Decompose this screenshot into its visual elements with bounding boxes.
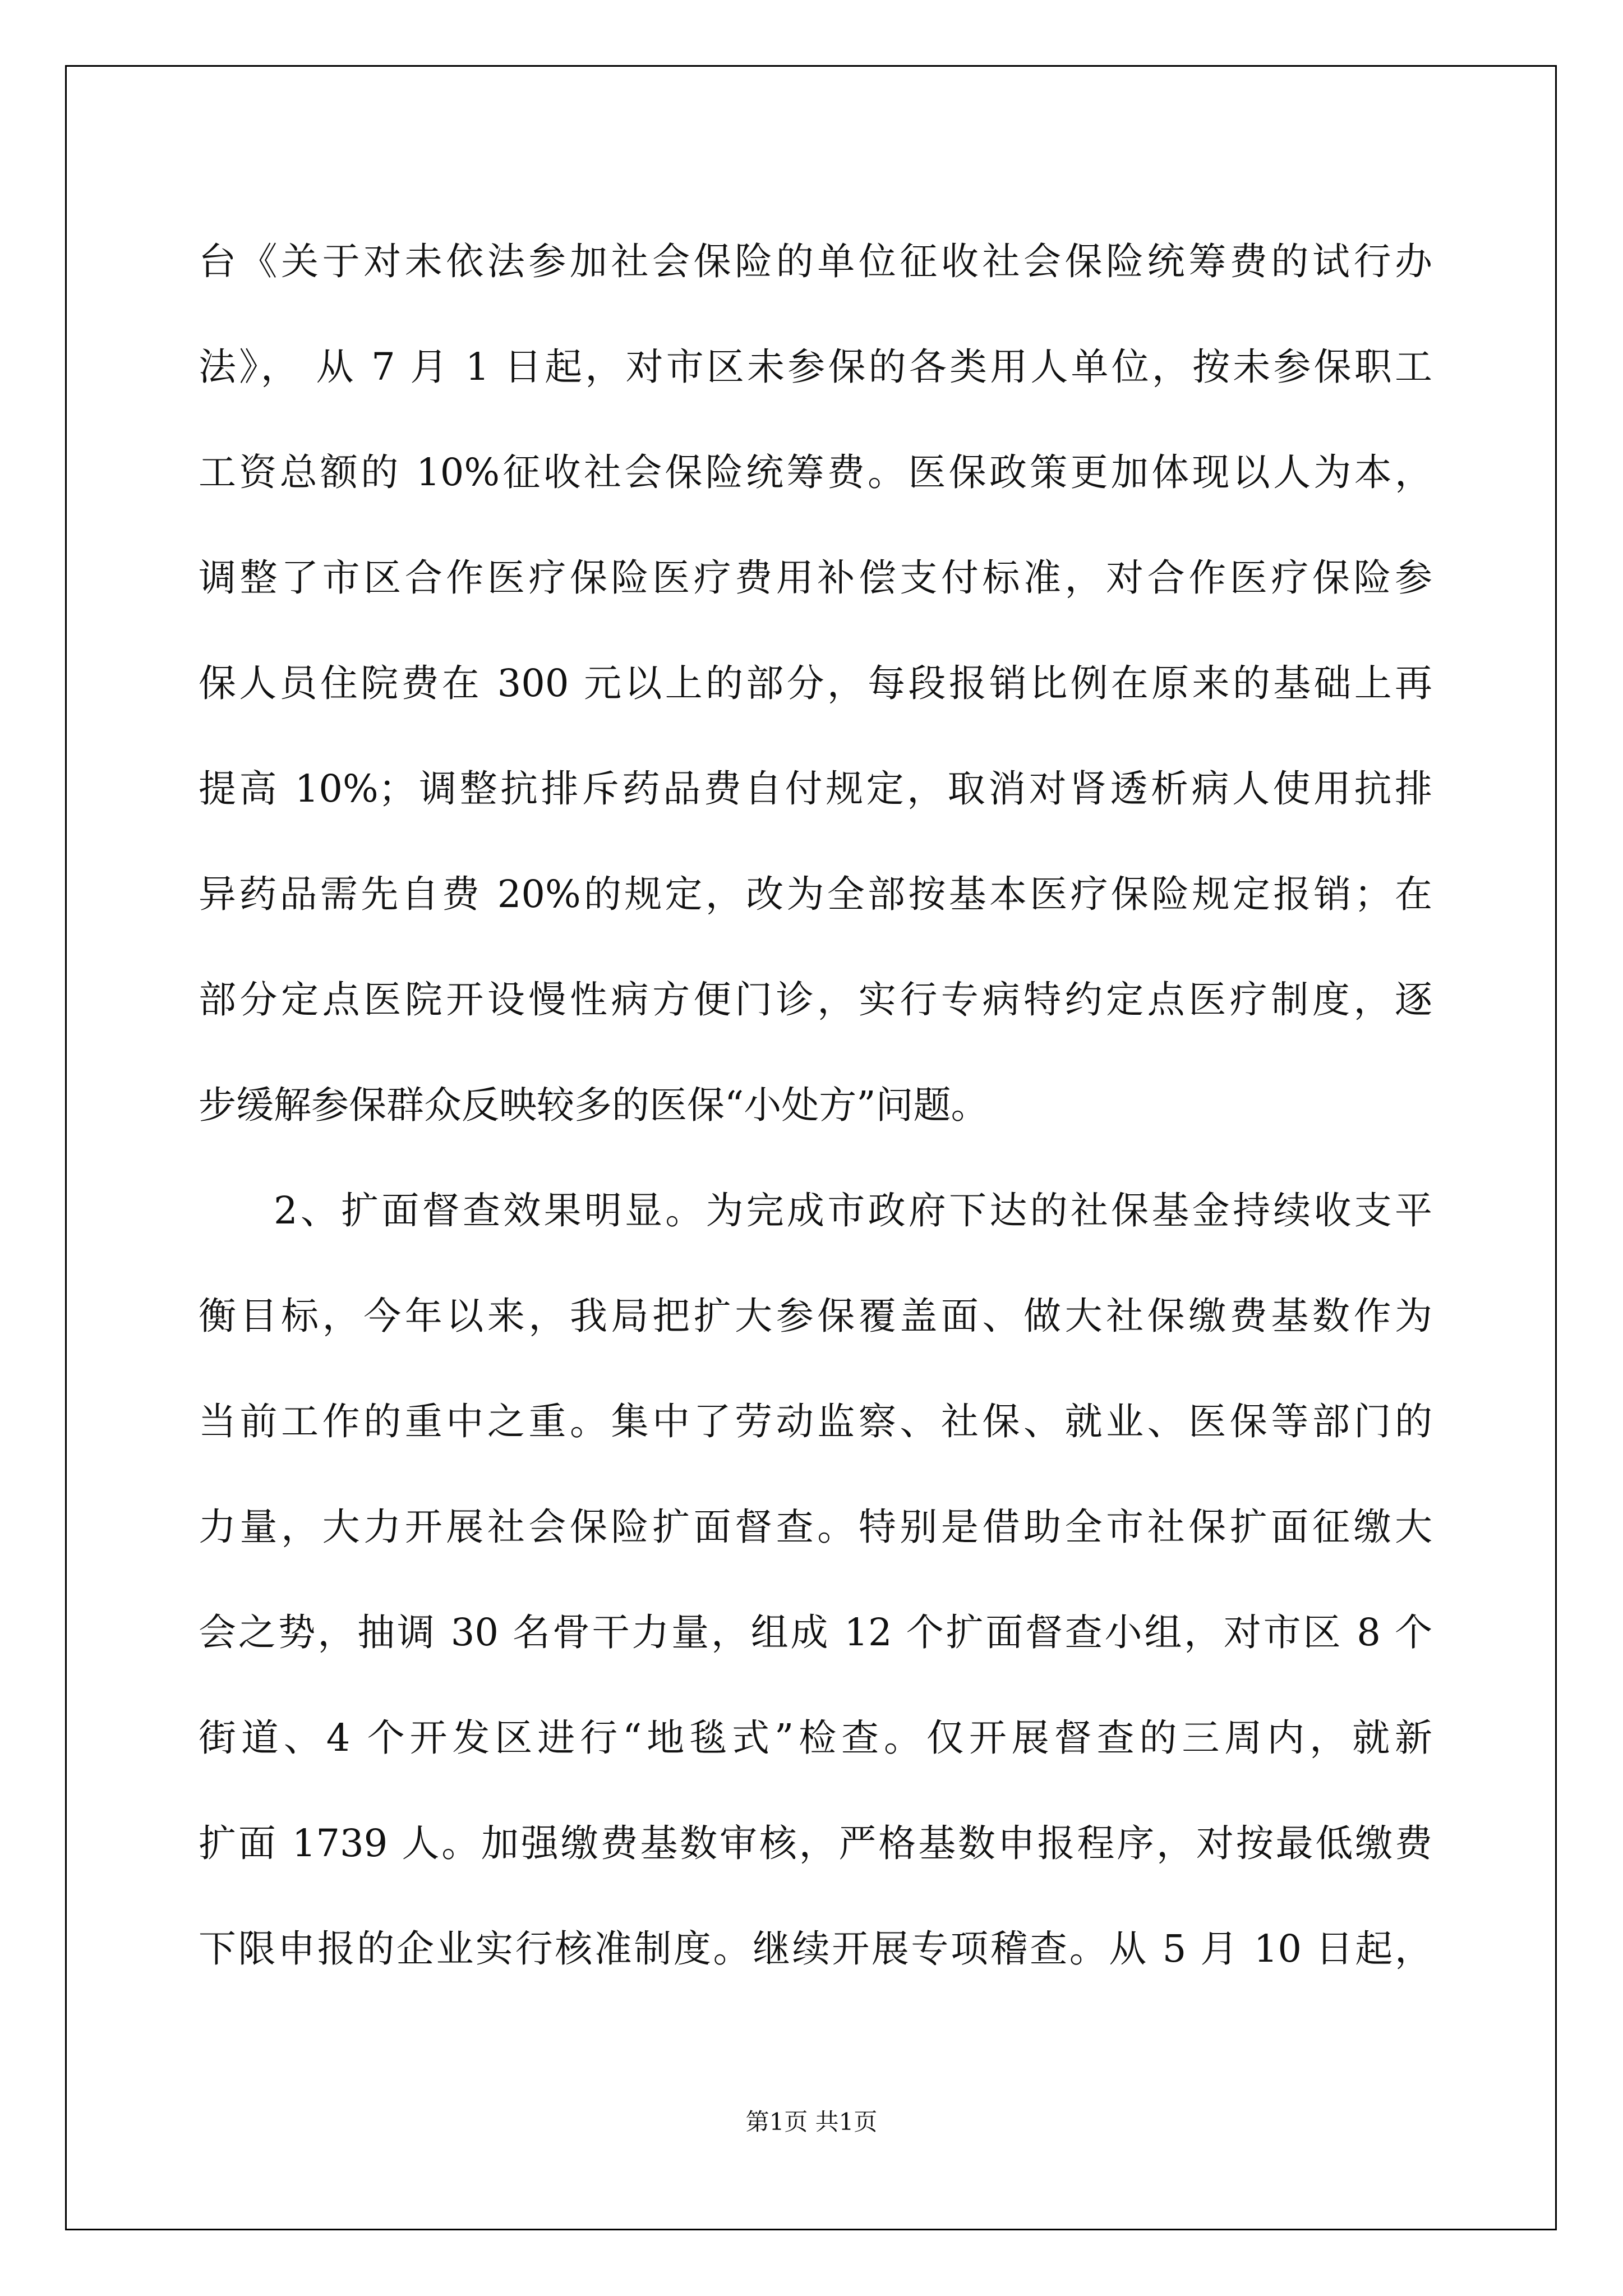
text-line: 步缓解参保群众反映较多的医保“小处方”问题。 xyxy=(199,1083,989,1127)
text-line: 异药品需先自费 20%的规定，改为全部按基本医疗保险规定报销；在 xyxy=(199,872,1432,916)
text-line: 部分定点医院开设慢性病方便门诊，实行专病特约定点医疗制度，逐 xyxy=(199,978,1432,1022)
text-line: 衡目标，今年以来，我局把扩大参保覆盖面、做大社保缴费基数作为 xyxy=(199,1294,1432,1338)
text-line: 法》， 从 7 月 1 日起，对市区未参保的各类用人单位，按未参保职工 xyxy=(199,345,1432,389)
text-line: 调整了市区合作医疗保险医疗费用补偿支付标准，对合作医疗保险参 xyxy=(199,556,1432,600)
text-line: 工资总额的 10%征收社会保险统筹费。医保政策更加体现以人为本， xyxy=(199,450,1432,494)
text-line: 当前工作的重中之重。集中了劳动监察、社保、就业、医保等部门的 xyxy=(199,1400,1432,1443)
text-line: 下限申报的企业实行核准制度。继续开展专项稽查。从 5 月 10 日起， xyxy=(199,1927,1432,1971)
text-line: 街道、4 个开发区进行“地毯式”检查。仅开展督查的三周内，就新 xyxy=(199,1716,1432,1760)
text-line: 台《关于对未依法参加社会保险的单位征收社会保险统筹费的试行办 xyxy=(199,240,1432,283)
document-body xyxy=(199,209,1432,2001)
page-number-footer: 第1页 共1页 xyxy=(745,2108,878,2136)
paragraph-1 xyxy=(199,209,1432,1158)
text-line: 2、扩面督查效果明显。为完成市政府下达的社保基金持续收支平 xyxy=(274,1189,1432,1232)
paragraph-2 xyxy=(199,1158,1432,2001)
text-line: 扩面 1739 人。加强缴费基数审核，严格基数申报程序，对按最低缴费 xyxy=(199,1821,1432,1865)
text-line: 保人员住院费在 300 元以上的部分，每段报销比例在原来的基础上再 xyxy=(199,661,1432,705)
text-line: 提高 10%；调整抗排斥药品费自付规定，取消对肾透析病人使用抗排 xyxy=(199,767,1432,811)
text-line: 力量，大力开展社会保险扩面督查。特别是借助全市社保扩面征缴大 xyxy=(199,1505,1432,1549)
text-line: 会之势，抽调 30 名骨干力量，组成 12 个扩面督查小组，对市区 8 个 xyxy=(199,1611,1432,1654)
